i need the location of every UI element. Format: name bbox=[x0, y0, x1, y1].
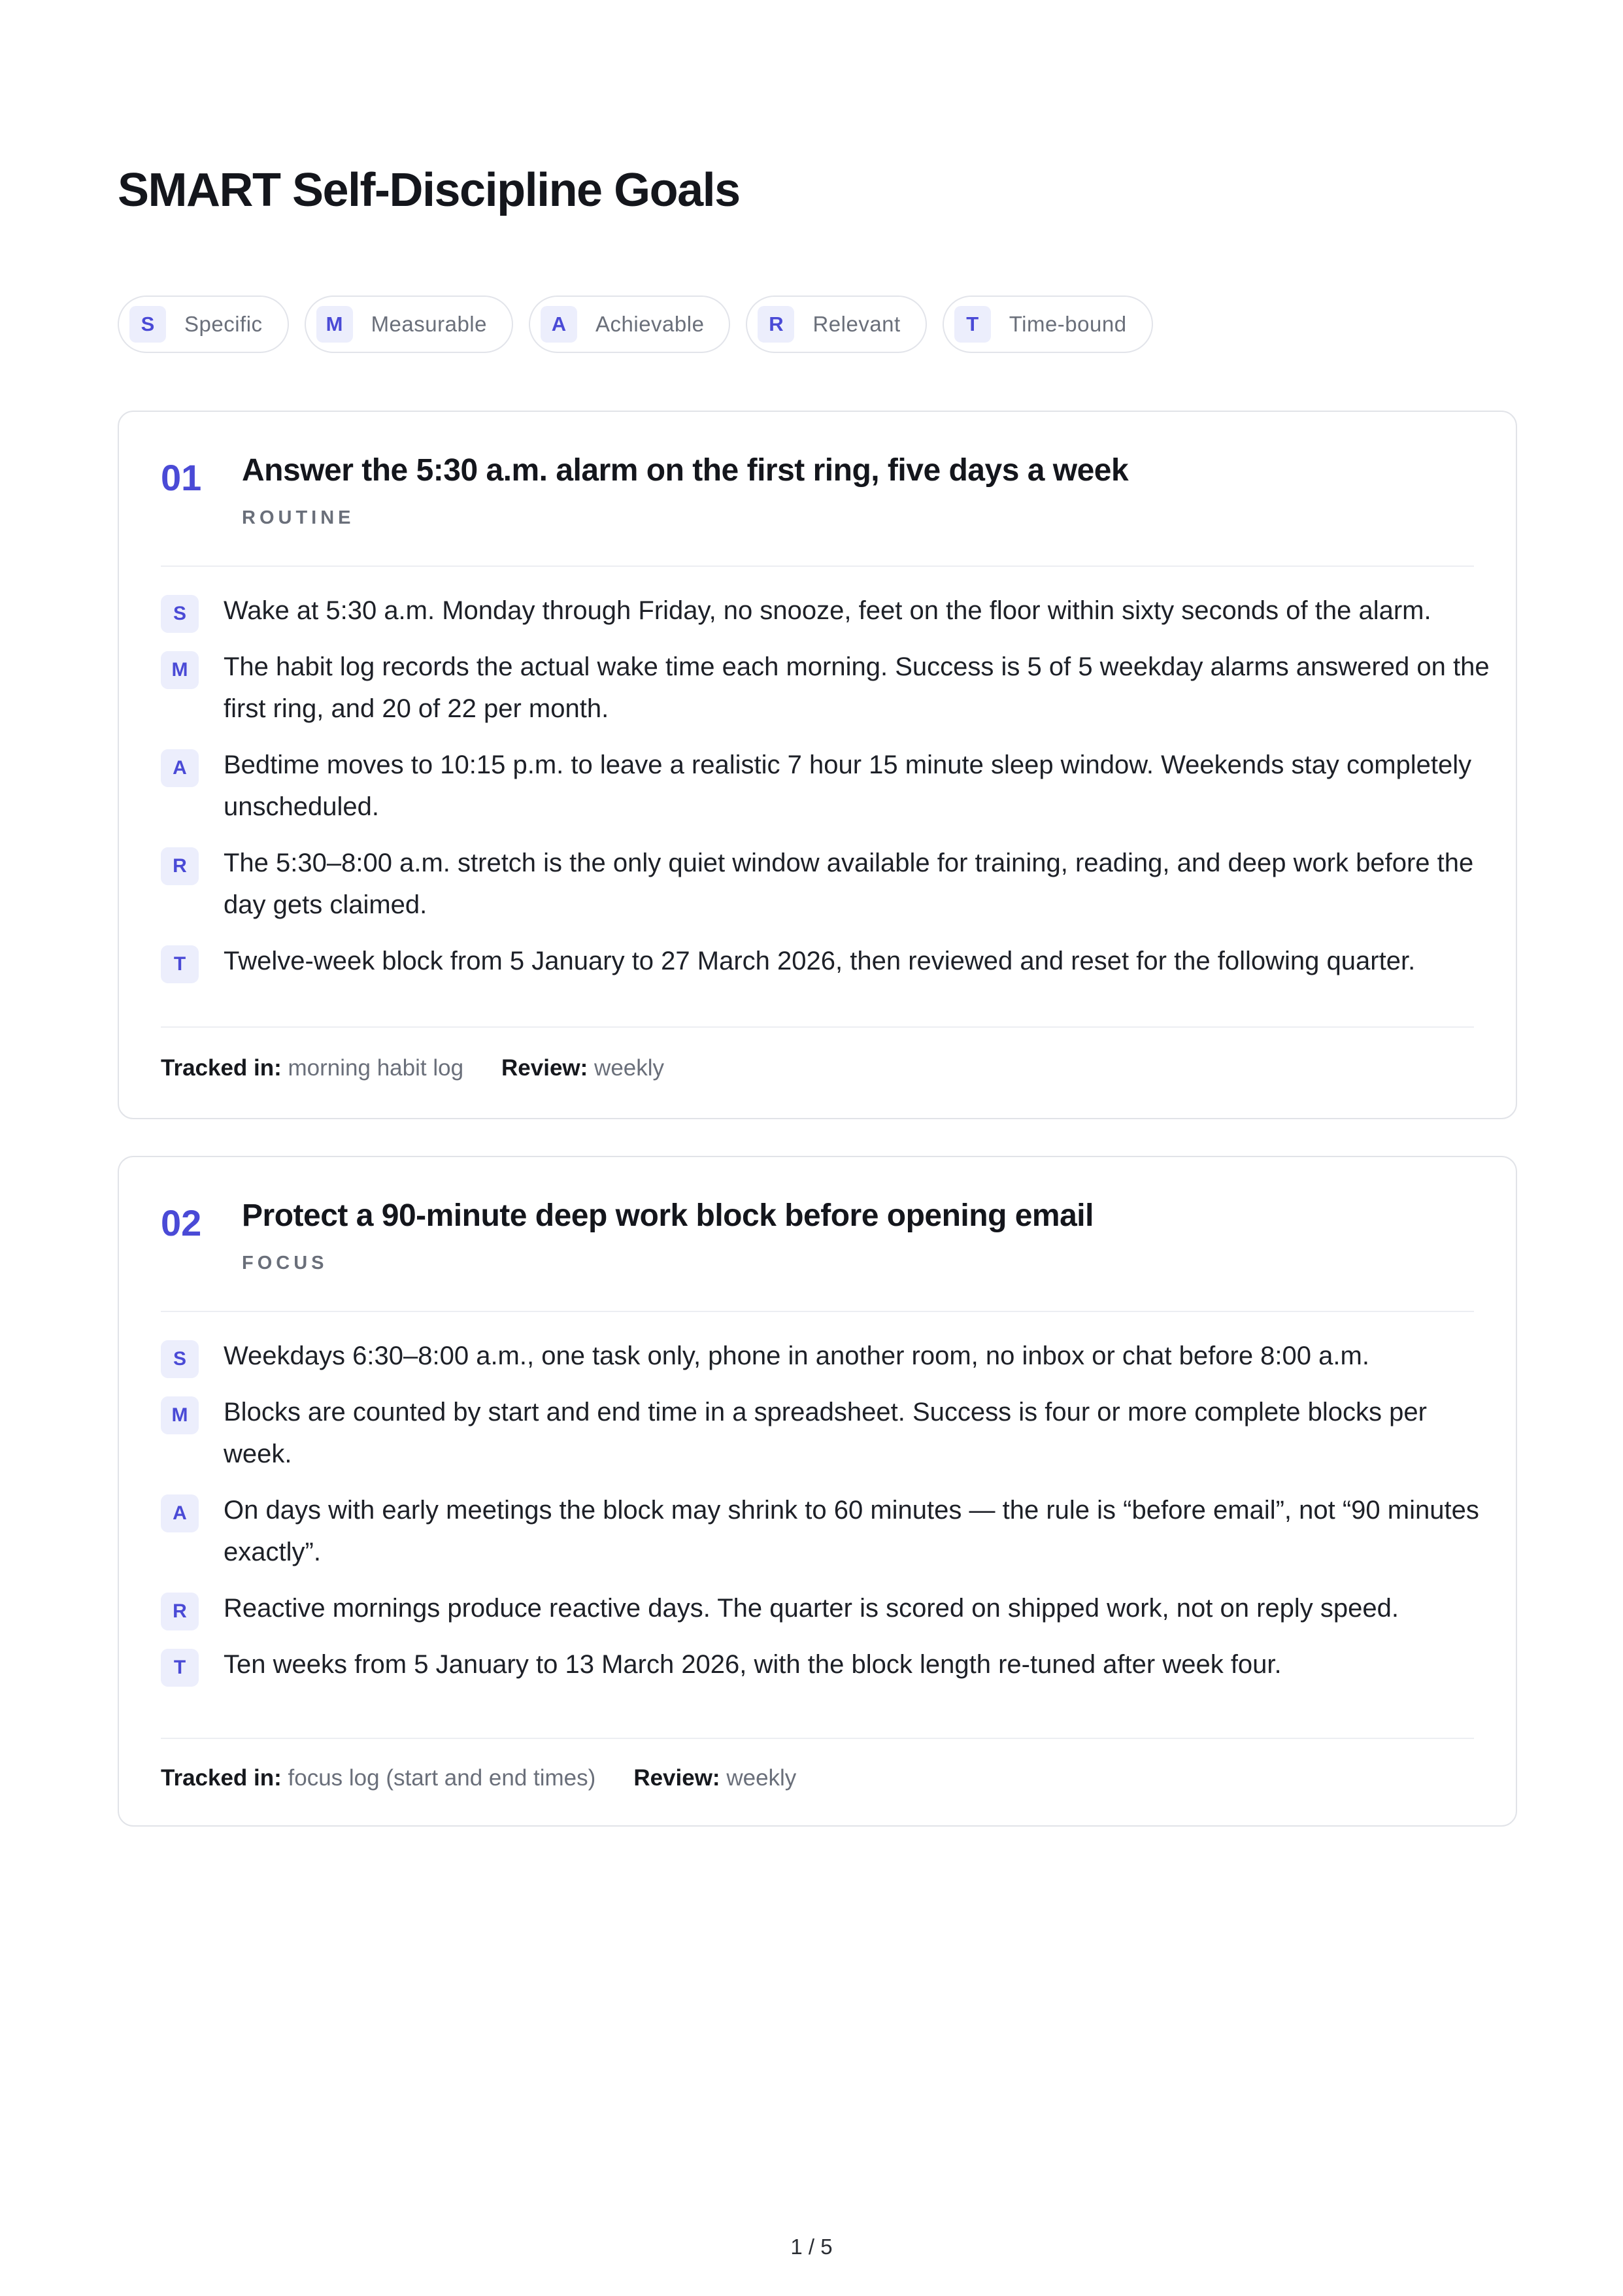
criterion-badge: S bbox=[161, 1340, 199, 1378]
tracked-in-value: morning habit log bbox=[288, 1055, 464, 1081]
criterion-time-bound bbox=[161, 940, 1490, 982]
criterion-badge: M bbox=[161, 651, 199, 689]
criterion-measurable bbox=[161, 1391, 1490, 1475]
legend-badge: A bbox=[541, 306, 577, 343]
criterion-badge: A bbox=[161, 1494, 199, 1532]
divider bbox=[161, 1311, 1474, 1312]
tracked-in-label: Tracked in: bbox=[161, 1055, 282, 1081]
goal-number: 01 bbox=[161, 457, 202, 498]
criteria-list bbox=[161, 590, 1490, 996]
tracked-in-value: focus log (start and end times) bbox=[288, 1765, 596, 1791]
criterion-text: Ten weeks from 5 January to 13 March 2026, with the block length re-tuned after week four. bbox=[224, 1650, 1282, 1679]
divider bbox=[161, 566, 1474, 567]
review-label: Review: bbox=[633, 1765, 720, 1791]
goal-title: Answer the 5:30 a.m. alarm on the first ring, five days a week bbox=[242, 453, 1129, 488]
criterion-text: Bedtime moves to 10:15 p.m. to leave a realistic 7 hour 15 minute sleep window. Weekends stay completely unscheduled. bbox=[224, 751, 1472, 821]
criterion-text: The 5:30–8:00 a.m. stretch is the only quiet window available for training, reading, and deep work before the day gets claimed. bbox=[224, 849, 1474, 919]
legend-pill-achievable bbox=[529, 295, 730, 353]
criterion-text: The habit log records the actual wake time each morning. Success is 5 of 5 weekday alarms answered on the first ring, and 20 of 22 per month. bbox=[224, 652, 1490, 723]
legend-badge: T bbox=[954, 306, 991, 343]
criterion-badge: T bbox=[161, 945, 199, 983]
goal-category: ROUTINE bbox=[242, 507, 355, 528]
criterion-text: Wake at 5:30 a.m. Monday through Friday, no snooze, feet on the floor within sixty seconds of the alarm. bbox=[224, 596, 1431, 625]
goal-footer bbox=[161, 1765, 1474, 1791]
criterion-text: Blocks are counted by start and end time in a spreadsheet. Success is four or more complete blocks per week. bbox=[224, 1398, 1427, 1468]
criterion-relevant bbox=[161, 842, 1490, 926]
review-cadence bbox=[501, 1055, 664, 1081]
review-cadence bbox=[633, 1765, 796, 1791]
legend-label: Achievable bbox=[595, 312, 705, 336]
criterion-achievable bbox=[161, 1489, 1490, 1573]
criterion-text: On days with early meetings the block may shrink to 60 minutes — the rule is “before email”, not “90 minutes exactly”. bbox=[224, 1496, 1479, 1566]
legend-pill-specific bbox=[118, 295, 289, 353]
tracked-in bbox=[161, 1765, 595, 1791]
goal-category: FOCUS bbox=[242, 1253, 328, 1274]
review-value: weekly bbox=[726, 1765, 797, 1791]
legend-badge: M bbox=[316, 306, 353, 343]
criterion-badge: M bbox=[161, 1396, 199, 1434]
legend-label: Measurable bbox=[371, 312, 487, 336]
tracked-in-label: Tracked in: bbox=[161, 1765, 282, 1791]
criteria-list bbox=[161, 1335, 1490, 1700]
divider bbox=[161, 1026, 1474, 1028]
criterion-text: Reactive mornings produce reactive days. The quarter is scored on shipped work, not on reply speed. bbox=[224, 1594, 1399, 1623]
criterion-measurable bbox=[161, 646, 1490, 730]
criterion-specific bbox=[161, 590, 1490, 632]
criterion-relevant bbox=[161, 1587, 1490, 1629]
goal-footer bbox=[161, 1055, 1474, 1081]
legend-pill-relevant bbox=[746, 295, 926, 353]
goal-card bbox=[118, 1156, 1517, 1827]
legend-pill-measurable bbox=[305, 295, 513, 353]
criterion-badge: T bbox=[161, 1649, 199, 1687]
review-value: weekly bbox=[594, 1055, 665, 1081]
goal-card bbox=[118, 411, 1517, 1119]
criterion-badge: R bbox=[161, 847, 199, 885]
criterion-badge: A bbox=[161, 749, 199, 787]
goal-title: Protect a 90-minute deep work block before opening email bbox=[242, 1198, 1094, 1233]
legend-badge: R bbox=[758, 306, 794, 343]
page-number: 1 / 5 bbox=[790, 2235, 833, 2259]
criterion-specific bbox=[161, 1335, 1490, 1377]
tracked-in bbox=[161, 1055, 463, 1081]
legend-badge: S bbox=[129, 306, 166, 343]
review-label: Review: bbox=[501, 1055, 588, 1081]
criterion-text: Weekdays 6:30–8:00 a.m., one task only, phone in another room, no inbox or chat before 8:00 a.m. bbox=[224, 1342, 1369, 1370]
legend-label: Time-bound bbox=[1009, 312, 1127, 336]
smart-legend bbox=[118, 295, 1153, 353]
goal-number: 02 bbox=[161, 1202, 202, 1243]
criterion-badge: S bbox=[161, 595, 199, 633]
legend-label: Specific bbox=[184, 312, 263, 336]
legend-pill-time-bound bbox=[943, 295, 1153, 353]
legend-label: Relevant bbox=[812, 312, 901, 336]
criterion-badge: R bbox=[161, 1593, 199, 1630]
criterion-time-bound bbox=[161, 1644, 1490, 1685]
criterion-text: Twelve-week block from 5 January to 27 March 2026, then reviewed and reset for the following quarter. bbox=[224, 947, 1416, 975]
page-title: SMART Self-Discipline Goals bbox=[118, 164, 740, 216]
divider bbox=[161, 1738, 1474, 1739]
criterion-achievable bbox=[161, 744, 1490, 828]
